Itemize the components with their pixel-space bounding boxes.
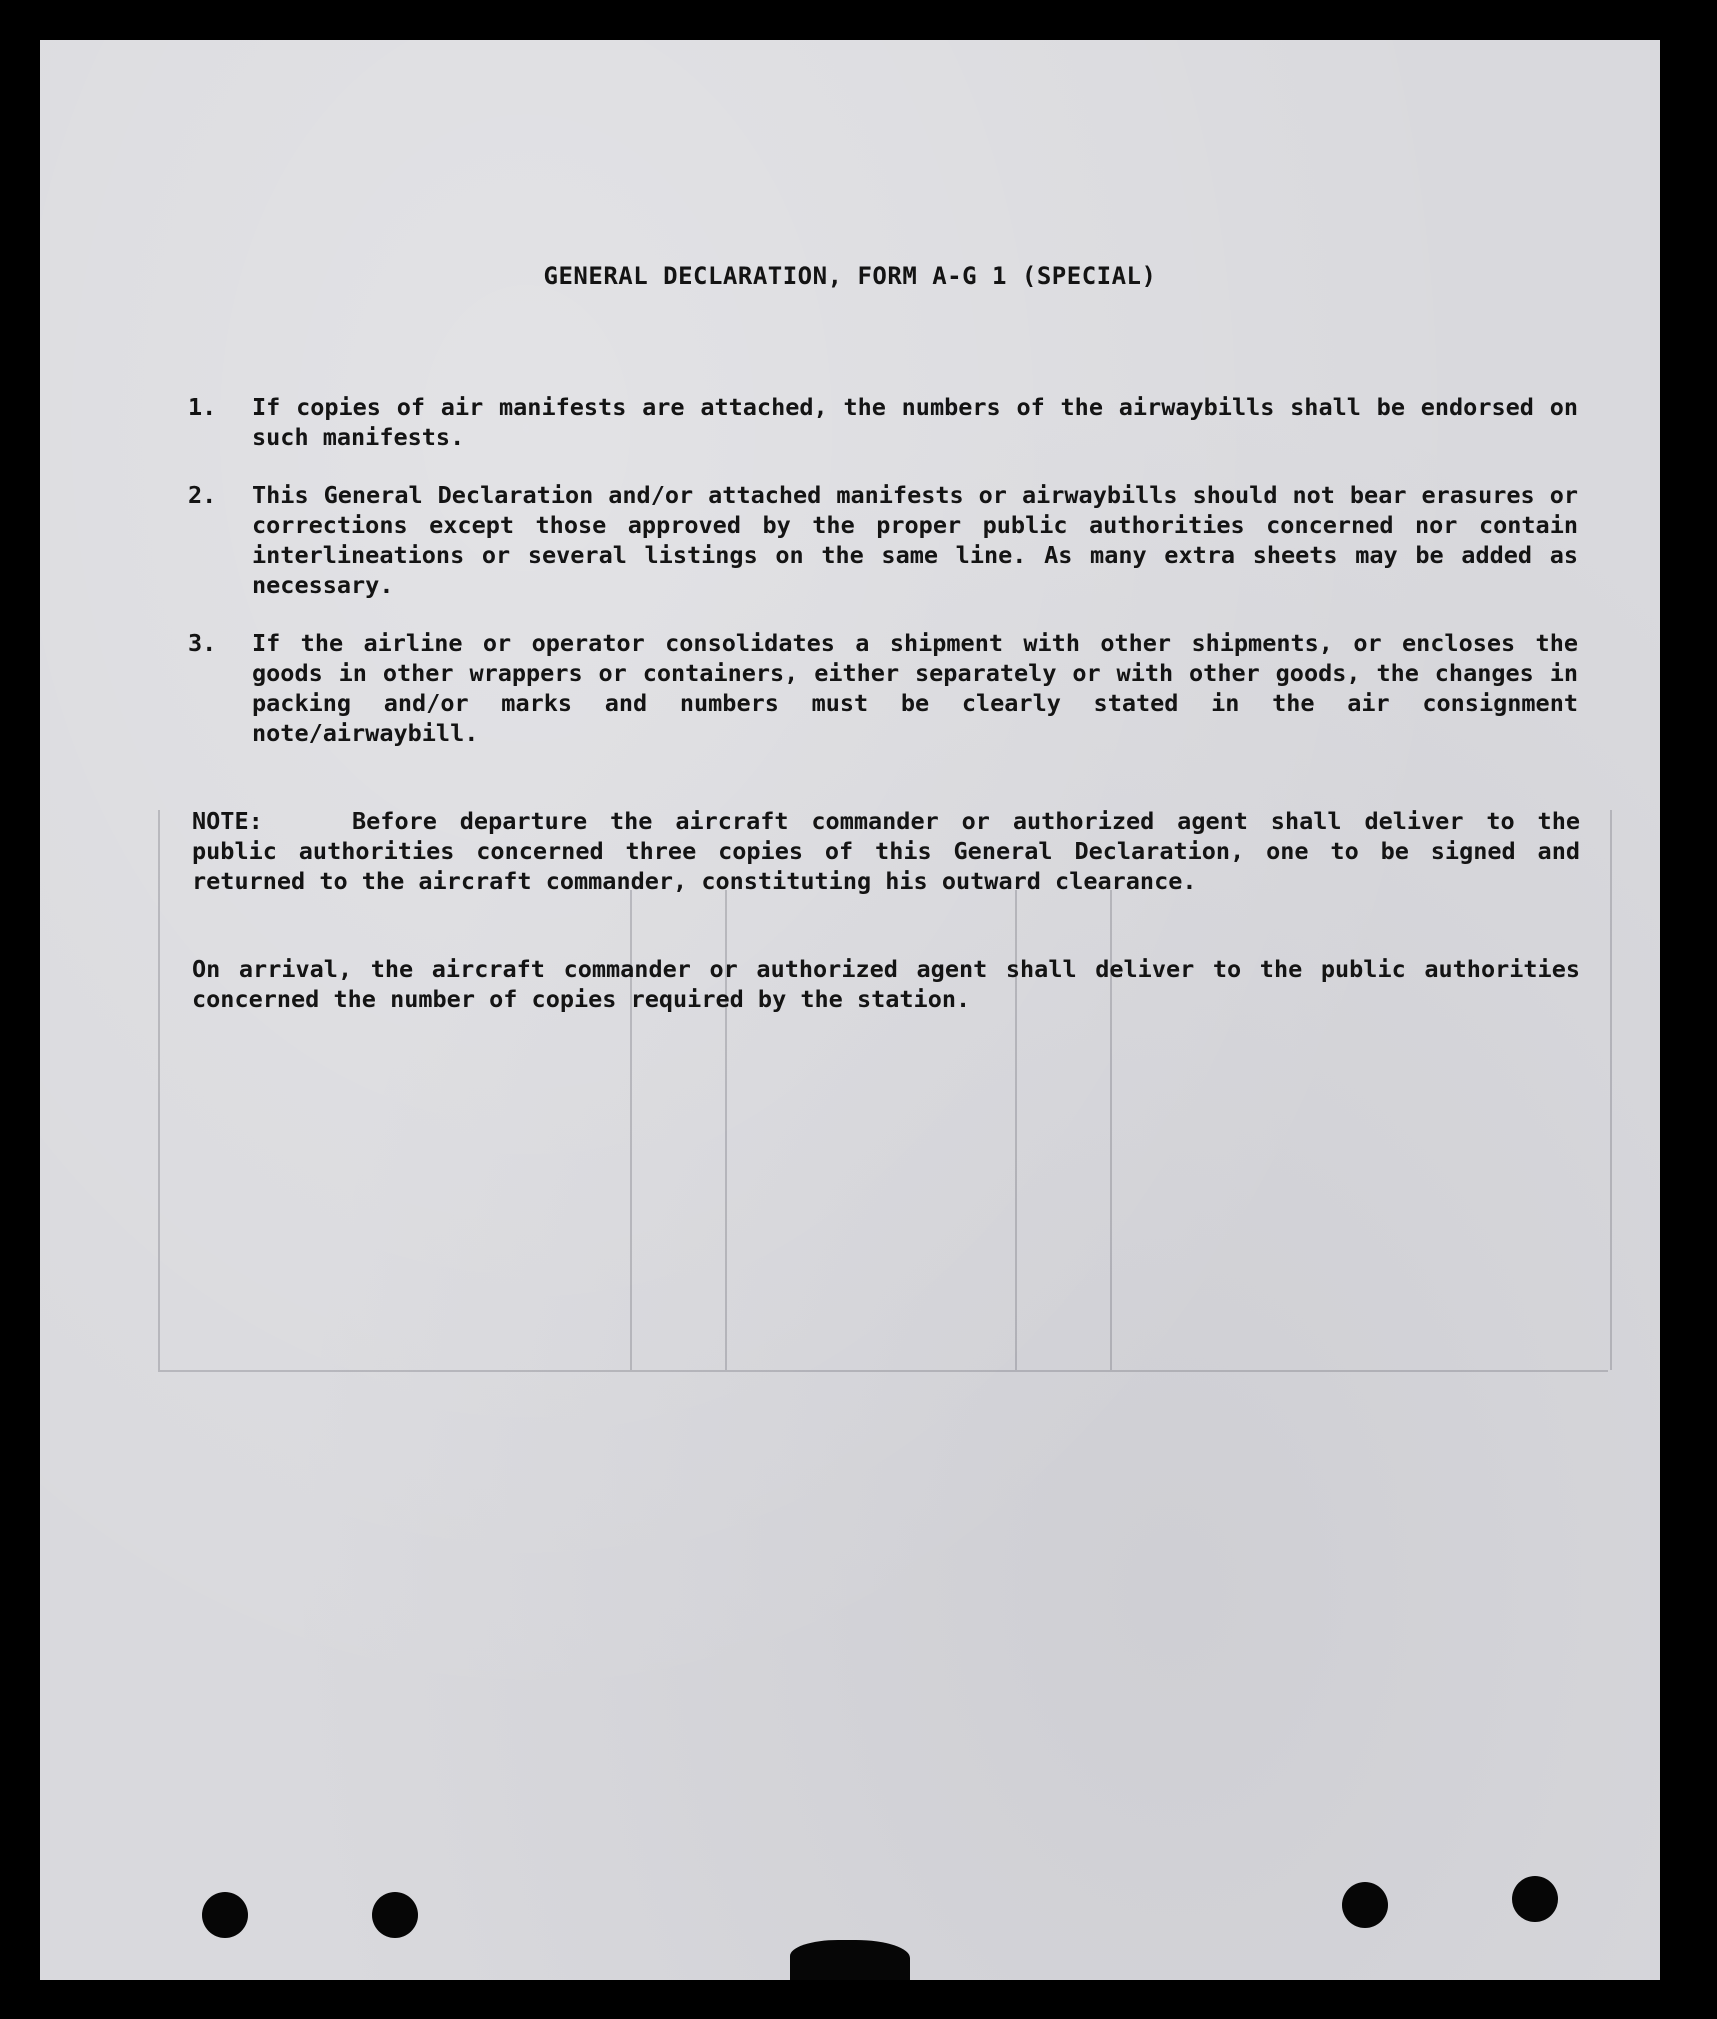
punch-hole — [1342, 1882, 1388, 1928]
torn-edge-mark — [790, 1940, 910, 1980]
note-text: Before departure the aircraft commander or authorized agent shall deliver to the public authorities concerned three copies of this General Declaration, one to be signed and returned to the aircraft commander, constituting his outward clearance. — [192, 807, 1580, 895]
item-text: This General Declaration and/or attached manifests or airwaybills should not bear erasures or corrections except those approved by the proper public authorities concerned nor contain interlineations or several listings on the same line. As many extra sheets may be added as necessary. — [252, 481, 1578, 599]
instruction-item-1 — [188, 392, 1578, 452]
punch-hole — [202, 1892, 248, 1938]
note-label: NOTE: — [192, 807, 263, 835]
note-paragraph — [192, 806, 1580, 896]
document-page — [40, 40, 1660, 1980]
item-number: 1. — [188, 393, 217, 421]
item-text: If copies of air manifests are attached, the numbers of the airwaybills shall be endorsed on such manifests. — [252, 393, 1578, 451]
item-number: 2. — [188, 481, 217, 509]
instruction-item-3 — [188, 628, 1578, 748]
document-title: GENERAL DECLARATION, FORM A-G 1 (SPECIAL) — [543, 262, 1157, 290]
arrival-paragraph — [192, 954, 1580, 1014]
item-number: 3. — [188, 629, 217, 657]
arrival-text: On arrival, the aircraft commander or authorized agent shall deliver to the public authorities concerned the number of copies required by the station. — [192, 955, 1580, 1013]
item-text: If the airline or operator consolidates a shipment with other shipments, or encloses the goods in other wrappers or containers, either separately or with other goods, the changes in packing and/or marks and numbers must be clearly stated in the air consignment note/airwaybill. — [252, 629, 1578, 747]
punch-hole — [372, 1892, 418, 1938]
show-through-table-bottom — [158, 1370, 1608, 1372]
punch-hole — [1512, 1876, 1558, 1922]
instruction-item-2 — [188, 480, 1578, 600]
